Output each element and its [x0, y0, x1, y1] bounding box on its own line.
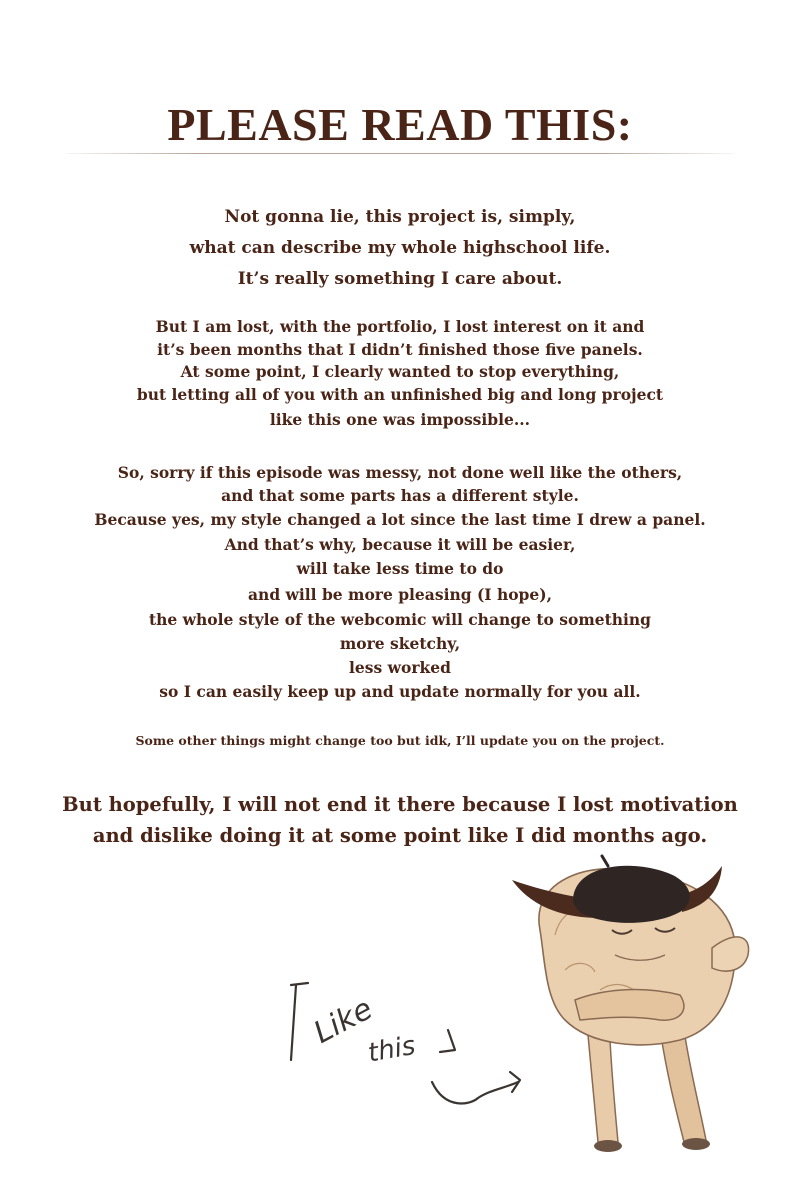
paragraph-2-line: But I am lost, with the portfolio, I lost interest on it and: [155, 317, 645, 336]
caption-right-bracket: [440, 1030, 455, 1052]
horned-creature: [512, 856, 749, 1152]
closing-line: But hopefully, I will not end it there because I lost motivation: [62, 793, 738, 816]
paragraph-3-line: Because yes, my style changed a lot since the last time I drew a panel.: [94, 510, 706, 529]
closing-line: and dislike doing it at some point like I did months ago.: [92, 824, 708, 847]
paragraph-3-line: so I can easily keep up and update normally for you all.: [159, 682, 641, 701]
paragraph-1-line: what can describe my whole highschool life.: [189, 238, 611, 258]
paragraph-3-line: and that some parts has a different style.: [221, 486, 579, 505]
caption-left-bracket: [291, 985, 296, 1060]
paragraph-3-line: less worked: [349, 658, 451, 677]
paragraph-3-line: will take less time to do: [296, 559, 504, 578]
paragraph-3-line: more sketchy,: [339, 634, 461, 653]
page-title: PLEASE READ THIS:: [167, 99, 633, 150]
caption-this: this: [365, 1030, 418, 1069]
paragraph-2-line: At some point, I clearly wanted to stop everything,: [180, 362, 620, 381]
paragraph-2-line: it’s been months that I didn’t finished those five panels.: [157, 340, 643, 359]
paragraph-1-line: It’s really something I care about.: [237, 269, 563, 289]
paragraph-3-line: the whole style of the webcomic will change to something: [148, 610, 652, 629]
beret: [573, 866, 690, 923]
small-note: Some other things might change too but idk, I’ll update you on the project.: [135, 733, 665, 748]
paragraph-3-line: And that’s why, because it will be easier,: [224, 535, 576, 554]
paragraph-2-line: but letting all of you with an unfinished big and long project: [136, 385, 664, 404]
caption-like: Like: [308, 991, 379, 1051]
paragraph-1-line: Not gonna lie, this project is, simply,: [224, 207, 576, 227]
paragraph-3-line: and will be more pleasing (I hope),: [248, 585, 552, 604]
pointer-arrow: [432, 1082, 518, 1103]
paragraph-2-line: like this one was impossible...: [269, 410, 531, 429]
paragraph-3-line: So, sorry if this episode was messy, not done well like the others,: [117, 463, 683, 482]
